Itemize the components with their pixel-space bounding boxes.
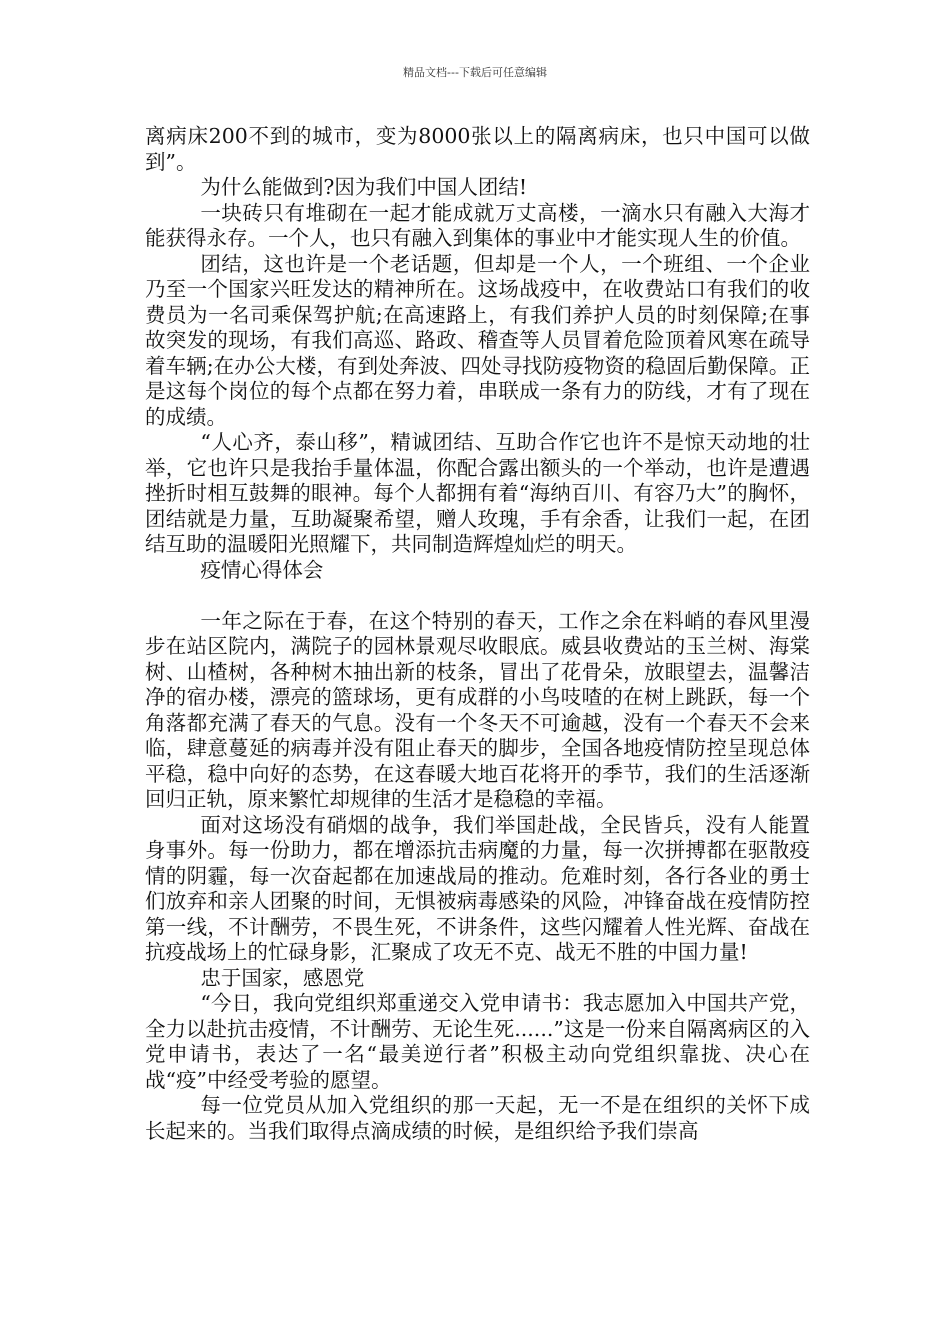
- paragraph: “今日，我向党组织郑重递交入党申请书：我志愿加入中国共产党，全力以赴抗击疫情，不计酬劳、无论生死......”这是一份来自隔离病区的入党申请书，表达了一名“最美逆行者”积极主动向党组织靠拢、决心在战“疫”中经受考验的愿望。: [145, 991, 810, 1092]
- paragraph: “人心齐，泰山移”，精诚团结、互助合作它也许不是惊天动地的壮举，它也许只是我抬手量体温，你配合露出额头的一个举动，也许是遭遇挫折时相互鼓舞的眼神。每个人都拥有着“海纳百川、有容乃大”的胸怀，团结就是力量，互助凝聚希望，赠人玫瑰，手有余香，让我们一起，在团结互助的温暖阳光照耀下，共同制造辉煌灿烂的明天。: [145, 430, 810, 556]
- document-body: [145, 124, 810, 1144]
- paragraph: 一年之际在于春，在这个特别的春天，工作之余在料峭的春风里漫步在站区院内，满院子的园林景观尽收眼底。威县收费站的玉兰树、海棠树、山楂树，各种树木抽出新的枝条，冒出了花骨朵，放眼望去，温馨洁净的宿办楼，漂亮的篮球场，更有成群的小鸟吱喳的在树上跳跃，每一个角落都充满了春天的气息。没有一个冬天不可逾越，没有一个春天不会来临，肆意蔓延的病毒并没有阻止春天的脚步，全国各地疫情防控呈现总体平稳，稳中向好的态势，在这春暖大地百花将开的季节，我们的生活逐渐回归正轨，原来繁忙却规律的生活才是稳稳的幸福。: [145, 608, 810, 811]
- paragraph: 团结，这也许是一个老话题，但却是一个人，一个班组、一个企业乃至一个国家兴旺发达的精神所在。这场战疫中，在收费站口有我们的收费员为一名司乘保驾护航;在高速路上，有我们养护人员的时刻保障;在事故突发的现场，有我们高巡、路政、稽查等人员冒着危险顶着风寒在疏导着车辆;在办公大楼，有到处奔波、四处寻找防疫物资的稳固后勤保障。正是这每个岗位的每个点都在努力着，串联成一条有力的防线，才有了现在的成绩。: [145, 251, 810, 429]
- paragraph: 面对这场没有硝烟的战争，我们举国赴战，全民皆兵，没有人能置身事外。每一份助力，都在增添抗击病魔的力量，每一次拼搏都在驱散疫情的阴霾，每一次奋起都在加速战局的推动。危难时刻，各行各业的勇士们放弃和亲人团聚的时间，无惧被病毒感染的风险，冲锋奋战在疫情防控第一线，不计酬劳，不畏生死，不讲条件，这些闪耀着人性光辉、奋战在抗疫战场上的忙碌身影，汇聚成了攻无不克、战无不胜的中国力量!: [145, 812, 810, 964]
- paragraph: 为什么能做到?因为我们中国人团结!: [200, 175, 528, 199]
- blank-line: [145, 583, 810, 609]
- page-header: 精品文档---下载后可任意编辑: [403, 66, 547, 79]
- paragraph: 离病床200不到的城市，变为8000张以上的隔离病床，也只中国可以做到”。: [145, 124, 810, 174]
- paragraph: 每一位党员从加入党组织的那一天起，无一不是在组织的关怀下成长起来的。当我们取得点滴成绩的时候，是组织给予我们崇高: [145, 1093, 810, 1143]
- section-heading: 忠于国家，感恩党: [200, 965, 365, 990]
- paragraph: 一块砖只有堆砌在一起才能成就万丈高楼，一滴水只有融入大海才能获得永存。一个人，也只有融入到集体的事业中才能实现人生的价值。: [145, 200, 810, 250]
- section-heading: 疫情心得体会: [200, 557, 324, 582]
